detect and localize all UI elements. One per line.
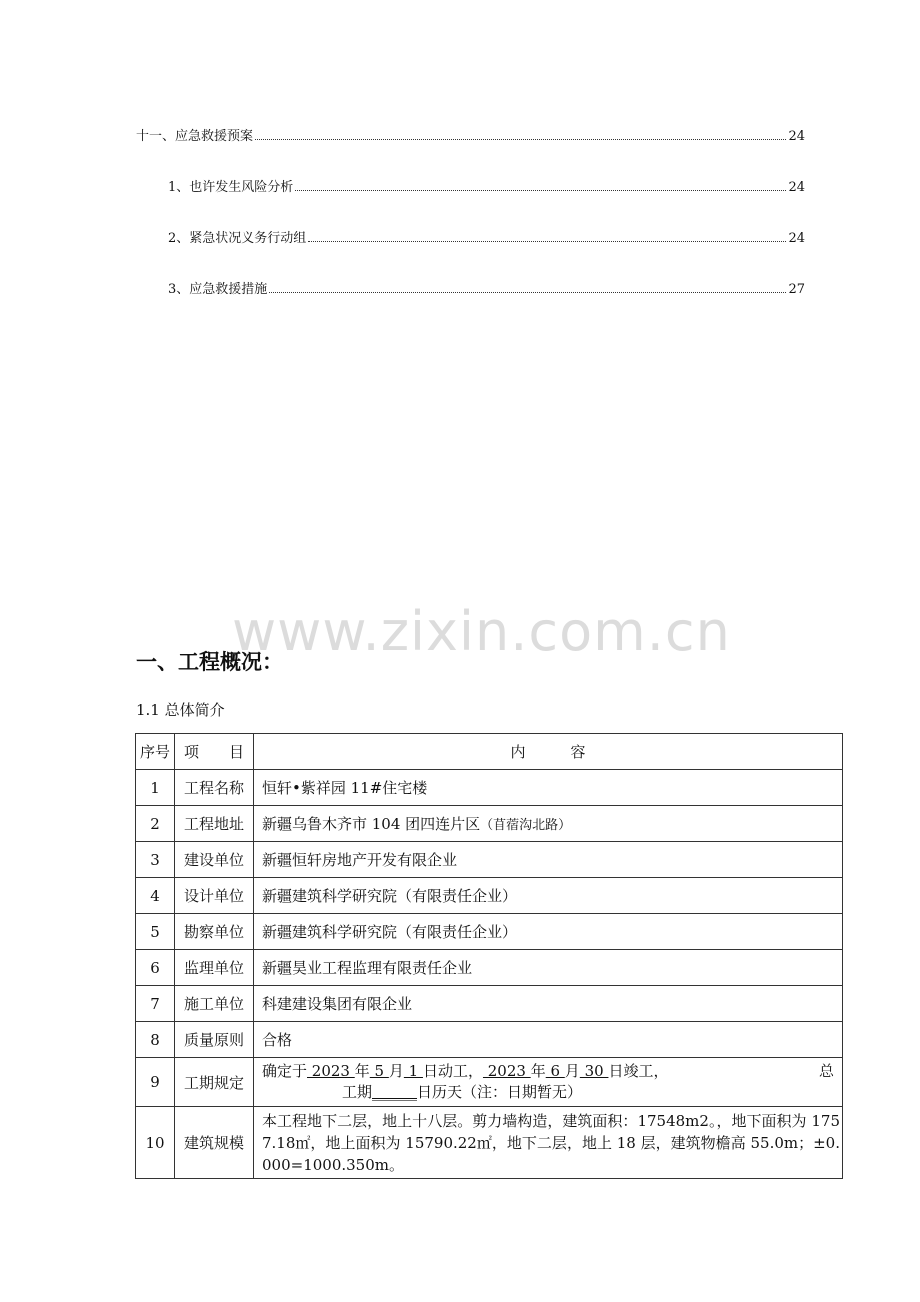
toc-entry-label: 十一、应急救援预案	[136, 129, 254, 144]
section-title: 一、工程概况：	[136, 650, 283, 674]
table-row	[136, 806, 843, 842]
row-no: 8	[136, 1022, 175, 1058]
toc-leader-dots	[295, 189, 786, 191]
row-item: 工程地址	[175, 806, 254, 842]
toc-leader-dots	[308, 240, 786, 242]
end-year: 2023	[482, 1062, 531, 1080]
header-content: 内 容	[254, 734, 843, 770]
toc-entry[interactable]	[168, 282, 805, 298]
row-content: 恒轩•紫祥园 11#住宅楼	[254, 770, 843, 806]
duration-blank: ______	[372, 1083, 418, 1101]
row-no: 10	[136, 1107, 175, 1179]
toc-entry-page: 24	[788, 231, 805, 246]
row-no: 2	[136, 806, 175, 842]
schedule-text: 日竣工，	[608, 1062, 669, 1080]
schedule-text: 日动工，	[422, 1062, 483, 1080]
start-day: 1	[403, 1062, 423, 1080]
toc-entry-label: 2、紧急状况义务行动组	[168, 231, 307, 246]
row-content: 新疆建筑科学研究院（有限责任企业）	[254, 914, 843, 950]
row-item: 工程名称	[175, 770, 254, 806]
table-row	[136, 770, 843, 806]
schedule-text: 确定于	[262, 1062, 308, 1080]
schedule-text: 总	[818, 1062, 834, 1080]
schedule-text: 年	[530, 1062, 546, 1080]
row-item: 建设单位	[175, 842, 254, 878]
toc-entry-page: 24	[788, 180, 805, 195]
table-row	[136, 878, 843, 914]
row-content: 合格	[254, 1022, 843, 1058]
row-content: 新疆昊业工程监理有限责任企业	[254, 950, 843, 986]
row-content-cell	[254, 806, 843, 842]
row-no: 5	[136, 914, 175, 950]
start-month: 5	[369, 1062, 389, 1080]
schedule-dates	[262, 1061, 668, 1082]
table-header-row	[136, 734, 843, 770]
table-row	[136, 842, 843, 878]
row-item: 监理单位	[175, 950, 254, 986]
end-day: 30	[579, 1062, 609, 1080]
header-no: 序号	[136, 734, 175, 770]
table-row	[136, 1022, 843, 1058]
toc-entry-label: 3、应急救援措施	[168, 282, 268, 297]
row-content: 新疆乌鲁木齐市 104 团四连片区	[262, 815, 481, 833]
schedule-line-1	[262, 1061, 834, 1082]
row-no: 4	[136, 878, 175, 914]
toc-entry-label: 1、也许发生风险分析	[168, 180, 294, 195]
toc-entry-page: 24	[788, 129, 805, 144]
toc-leader-dots	[255, 138, 786, 140]
row-content: 新疆建筑科学研究院（有限责任企业）	[254, 878, 843, 914]
row-content: 科建建设集团有限企业	[254, 986, 843, 1022]
schedule-text: 月	[564, 1062, 580, 1080]
header-item: 项 目	[175, 734, 254, 770]
table-row	[136, 914, 843, 950]
subsection-title: 1.1 总体简介	[136, 701, 225, 719]
end-month: 6	[545, 1062, 565, 1080]
row-content: 本工程地下二层，地上十八层。剪力墙构造，建筑面积：17548m2。，地下面积为 1757.18㎡，地上面积为 15790.22㎡，地下二层，地上 18 层，建筑物檐高 55.0m；±0.000=1000.350m。	[254, 1107, 843, 1179]
schedule-text: 日历天（注：日期暂无）	[417, 1083, 583, 1101]
row-item: 建筑规模	[175, 1107, 254, 1179]
table-row	[136, 986, 843, 1022]
table-row-scale	[136, 1107, 843, 1179]
schedule-text: 月	[388, 1062, 404, 1080]
row-no: 7	[136, 986, 175, 1022]
table-row	[136, 950, 843, 986]
row-content-note: （苜蓿沟北路）	[480, 818, 572, 833]
toc-entry[interactable]	[168, 231, 805, 247]
start-year: 2023	[307, 1062, 355, 1080]
row-item: 施工单位	[175, 986, 254, 1022]
toc-leader-dots	[269, 291, 786, 293]
row-item: 工期规定	[175, 1058, 254, 1107]
row-no: 3	[136, 842, 175, 878]
row-item: 勘察单位	[175, 914, 254, 950]
row-no: 6	[136, 950, 175, 986]
row-item: 质量原则	[175, 1022, 254, 1058]
row-content: 新疆恒轩房地产开发有限企业	[254, 842, 843, 878]
toc-entry[interactable]	[136, 129, 805, 145]
toc-entry[interactable]	[168, 180, 805, 196]
schedule-content	[254, 1058, 843, 1107]
project-overview-table	[135, 733, 843, 1179]
row-item: 设计单位	[175, 878, 254, 914]
watermark: www.zixin.com.cn	[232, 600, 731, 663]
schedule-text: 年	[354, 1062, 370, 1080]
schedule-text: 工期	[342, 1083, 373, 1101]
toc-entry-page: 27	[788, 282, 805, 297]
row-no: 1	[136, 770, 175, 806]
schedule-line-2	[262, 1082, 834, 1103]
row-no: 9	[136, 1058, 175, 1107]
table-row-schedule	[136, 1058, 843, 1107]
